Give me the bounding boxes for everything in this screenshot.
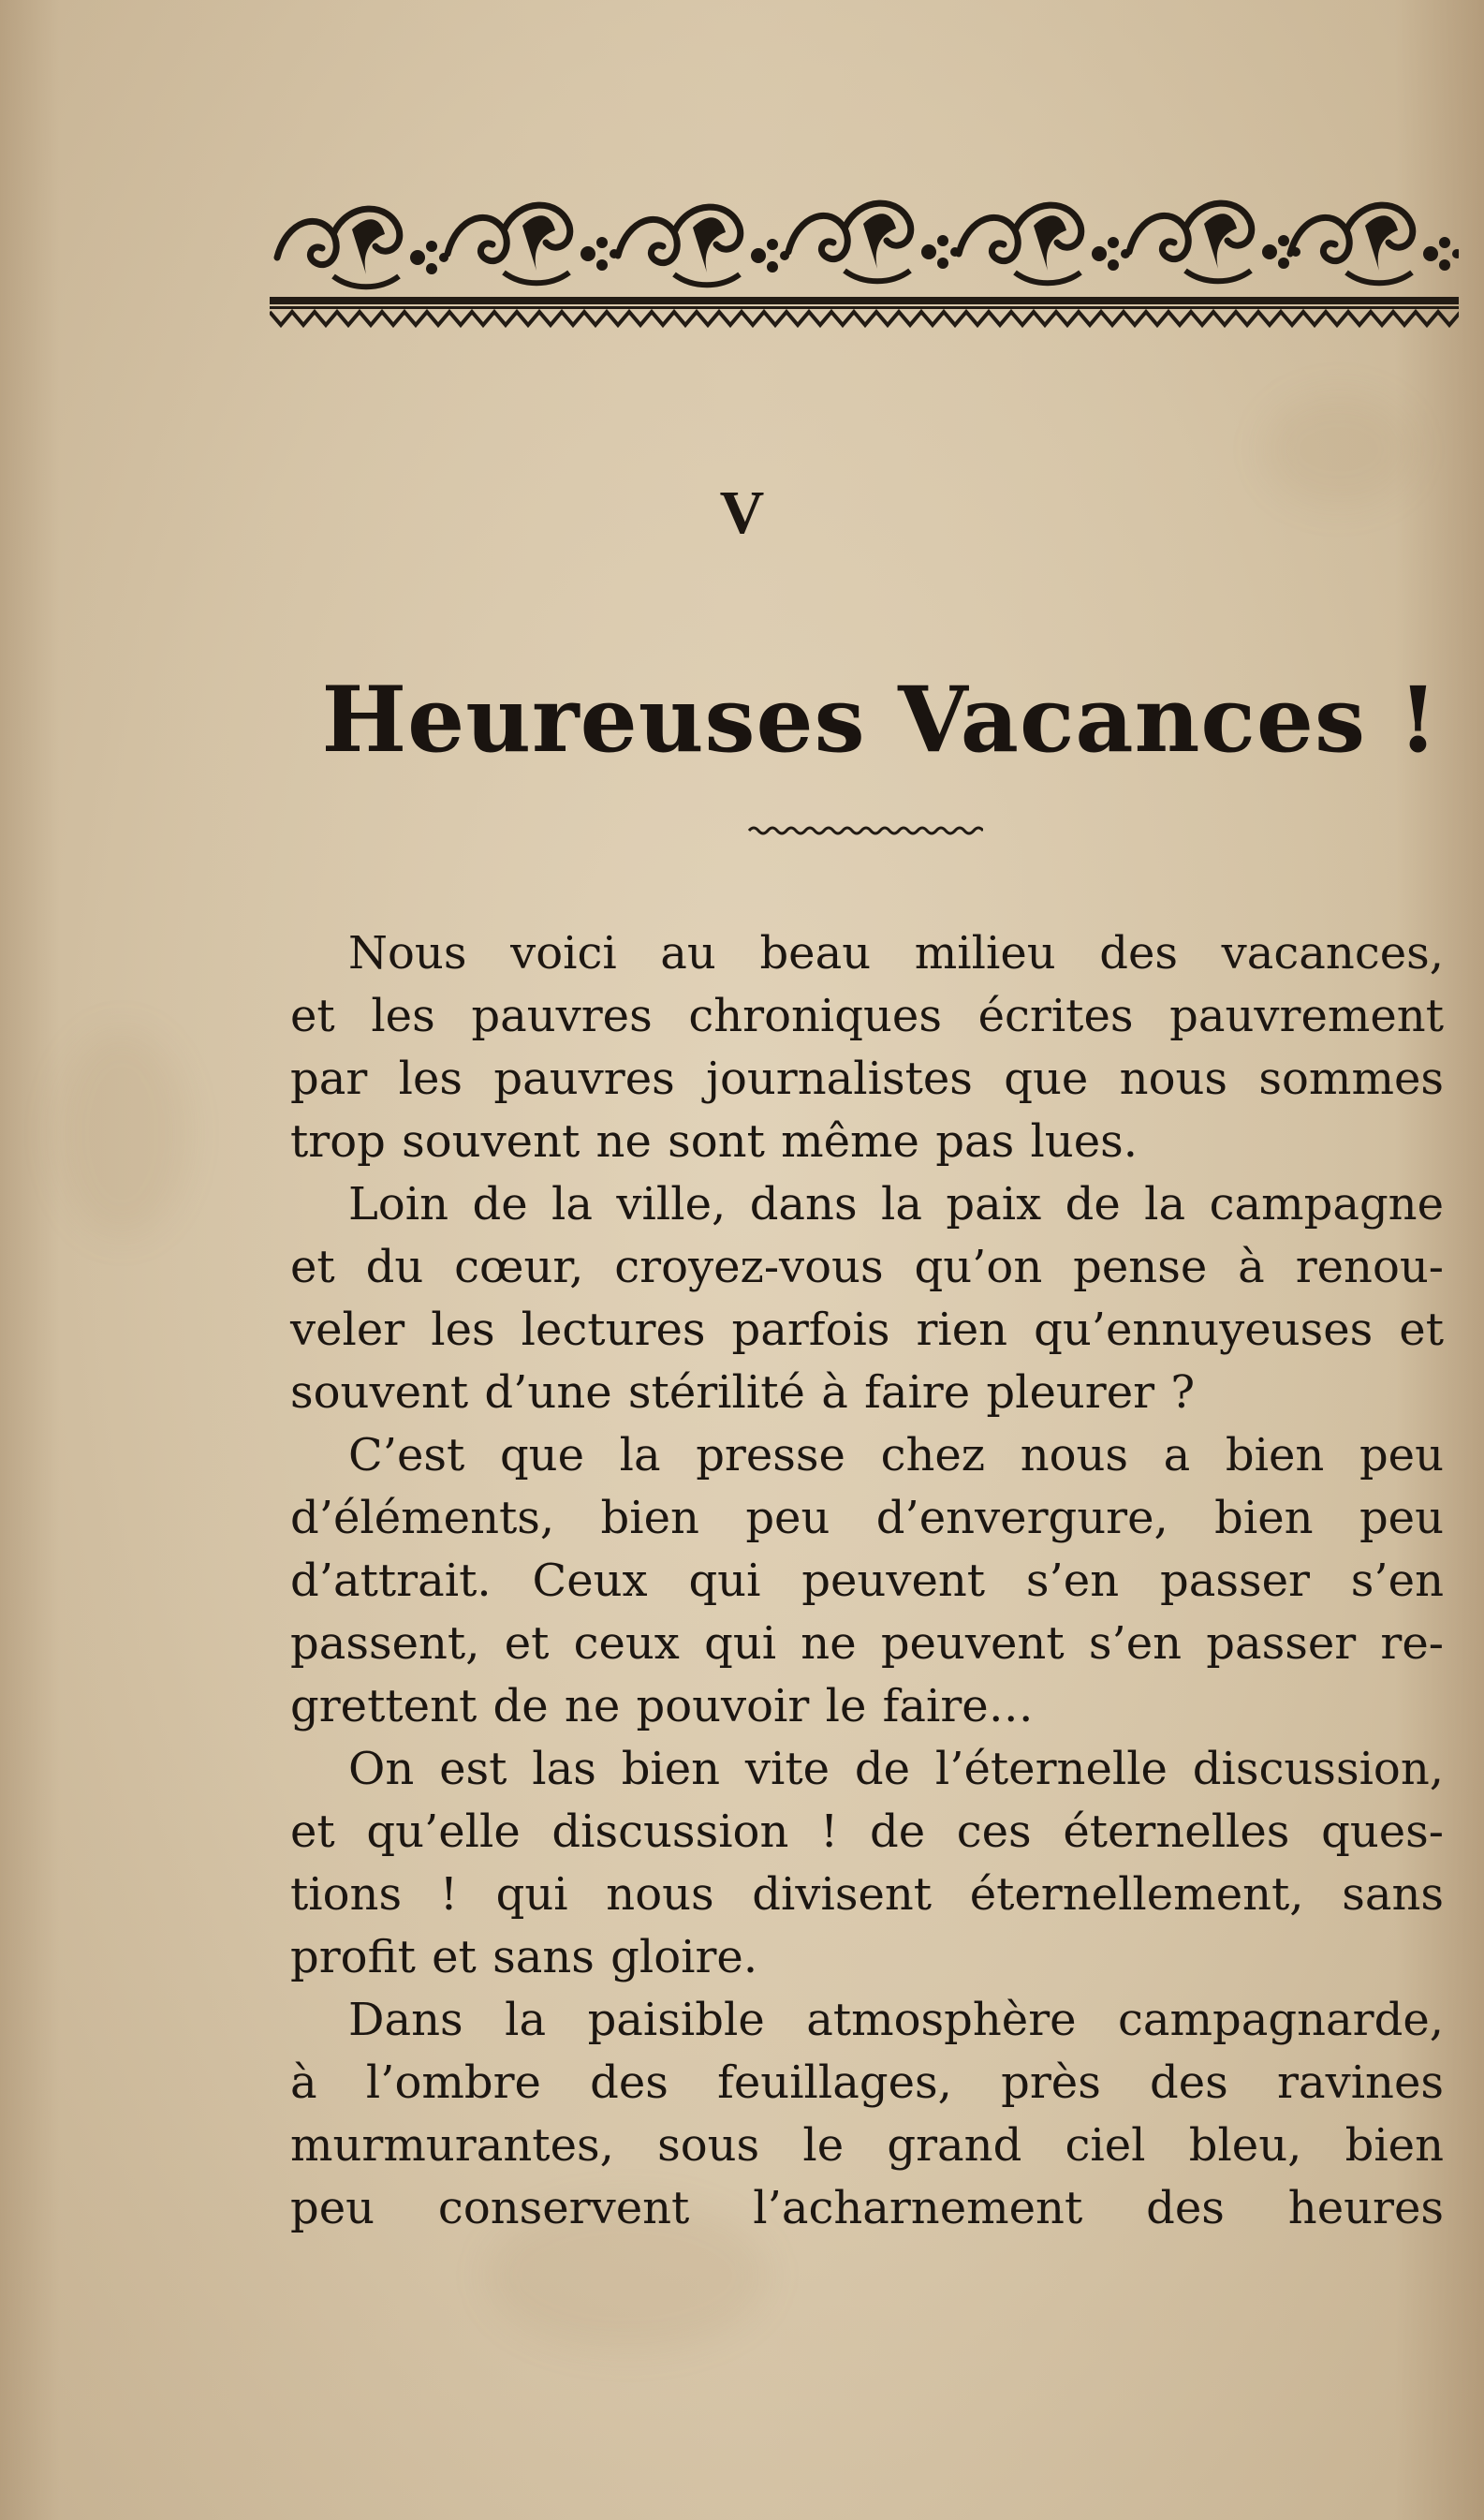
text-line: tions ! qui nous divisent éternellement, sans <box>290 1868 1444 1921</box>
text-line: d’attrait. Ceux qui peuvent s’en passer s’en <box>290 1555 1444 1607</box>
paper-stain <box>56 1030 187 1236</box>
chapter-body <box>290 922 1444 2240</box>
chapter-title: Heureuses Vacances ! <box>321 667 1439 773</box>
text-line: peu conservent l’acharnement des heures <box>290 2182 1444 2234</box>
text-line: Nous voici au beau milieu des vacances, <box>348 927 1444 980</box>
text-line: veler les lectures parfois rien qu’ennuyeuses et <box>290 1304 1444 1356</box>
text-line: et les pauvres chroniques écrites pauvrement <box>290 990 1444 1042</box>
text-line: par les pauvres journalistes que nous sommes <box>290 1053 1444 1105</box>
text-line: profit et sans gloire. <box>290 1931 758 1983</box>
text-line: et du cœur, croyez-vous qu’on pense à renou- <box>290 1241 1444 1293</box>
text-line: On est las bien vite de l’éternelle discussion, <box>348 1743 1444 1795</box>
text-line: souvent d’une stérilité à faire pleurer ? <box>290 1366 1196 1419</box>
text-line: Dans la paisible atmosphère campagnarde, <box>348 1994 1444 2046</box>
text-line: C’est que la presse chez nous a bien peu <box>348 1429 1444 1481</box>
text-line: à l’ombre des feuillages, près des ravines <box>290 2056 1444 2109</box>
text-line: grettent de ne pouvoir le faire… <box>290 1680 1034 1732</box>
text-line: d’éléments, bien peu d’envergure, bien peu <box>290 1492 1444 1544</box>
text-line: murmurantes, sous le grand ciel bleu, bien <box>290 2119 1444 2172</box>
text-line: trop souvent ne sont même pas lues. <box>290 1115 1139 1168</box>
title-divider-rule <box>747 824 983 837</box>
text-line: et qu’elle discussion ! de ces éternelles ques- <box>290 1805 1444 1858</box>
decorative-header-ornament <box>270 192 1459 342</box>
text-line: passent, et ceux qui ne peuvent s’en passer re- <box>290 1617 1444 1670</box>
text-line: Loin de la ville, dans la paix de la campagne <box>348 1178 1444 1231</box>
chapter-numeral: V <box>719 479 765 547</box>
